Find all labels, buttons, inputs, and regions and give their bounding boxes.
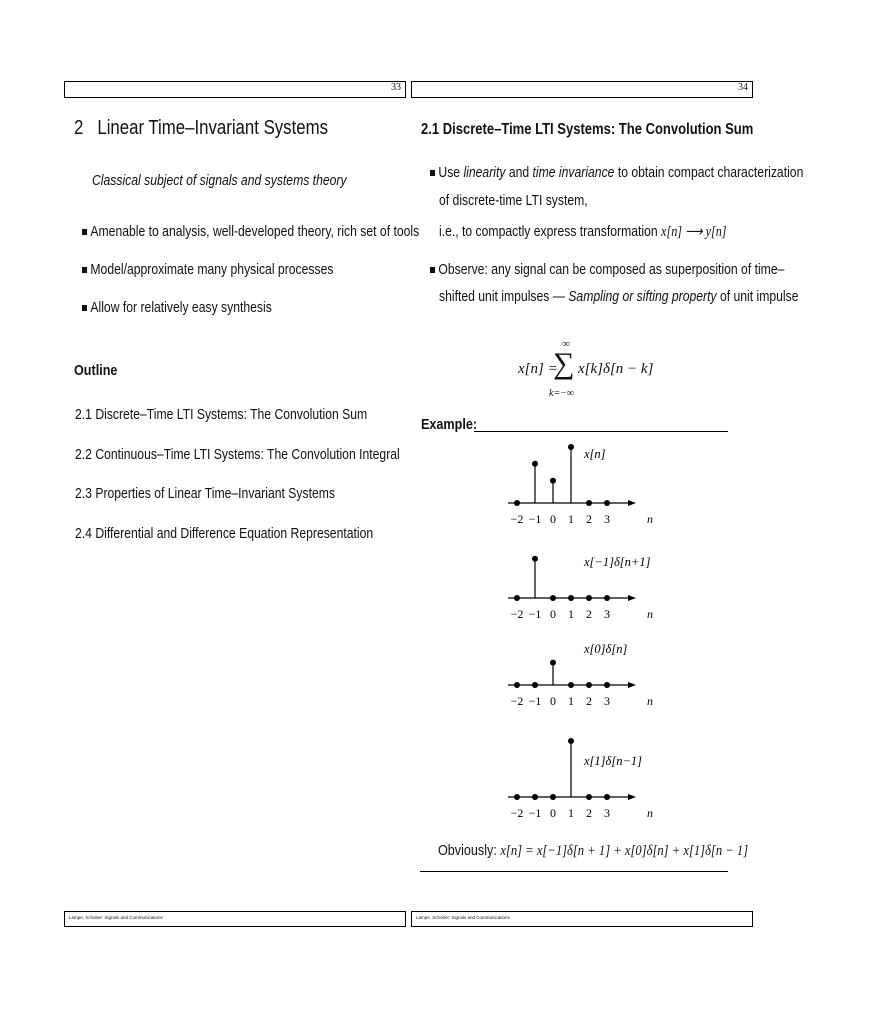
stem-point xyxy=(514,794,520,800)
stem-point xyxy=(568,738,574,744)
page-footer-left xyxy=(64,911,406,927)
equation-lhs: x[n] = xyxy=(518,361,558,377)
stem-point xyxy=(550,660,556,666)
bullet-continuation: i.e., to compactly express transformation x[n] ⟶ y[n] xyxy=(439,224,727,240)
axis-label: n xyxy=(647,694,653,708)
tick-label: 3 xyxy=(604,694,610,708)
outline-item: 2.4 Differential and Difference Equation Representation xyxy=(75,526,374,542)
stem-point xyxy=(532,461,538,467)
outline-item: 2.2 Continuous–Time LTI Systems: The Convolution Integral xyxy=(75,447,400,463)
stem-plot-title: x[n] xyxy=(584,447,606,461)
tick-label: 3 xyxy=(604,806,610,820)
obviously-line: Obviously: x[n] = x[−1]δ[n + 1] + x[0]δ[n] + x[1]δ[n − 1] xyxy=(438,842,749,859)
axis-label: n xyxy=(647,512,653,526)
axis-label: n xyxy=(647,806,653,820)
axis-arrow-icon xyxy=(628,682,636,688)
axis-label: n xyxy=(647,607,653,621)
sum-symbol: ∑ xyxy=(553,347,575,380)
tick-label: 3 xyxy=(604,512,610,526)
tick-label: 2 xyxy=(586,512,592,526)
bullet-item: Allow for relatively easy synthesis xyxy=(82,300,308,316)
stem-point xyxy=(550,595,556,601)
stem-point xyxy=(586,682,592,688)
stem-point xyxy=(586,595,592,601)
transform-math: x[n] ⟶ y[n] xyxy=(661,224,727,240)
tick-label: 1 xyxy=(568,694,574,708)
axis-arrow-icon xyxy=(628,500,636,506)
stem-point xyxy=(568,444,574,450)
sum-lower-limit: k=−∞ xyxy=(549,388,575,399)
stem-point xyxy=(514,595,520,601)
subsection-title: 2.1 Discrete–Time LTI Systems: The Convolution Sum xyxy=(421,121,754,138)
tick-label: −2 xyxy=(510,806,524,820)
tick-label: 2 xyxy=(586,806,592,820)
bullet-item: Model/approximate many physical processes xyxy=(82,262,381,278)
stem-point xyxy=(550,794,556,800)
outline-heading: Outline xyxy=(74,362,118,379)
tick-label: 0 xyxy=(550,512,556,526)
tick-label: −1 xyxy=(528,806,542,820)
bullet-item: Observe: any signal can be composed as superposition of time– xyxy=(430,262,852,278)
tick-label: 0 xyxy=(550,694,556,708)
stem-point xyxy=(532,682,538,688)
outline-item: 2.3 Properties of Linear Time–Invariant Systems xyxy=(75,486,335,502)
page-number: 33 xyxy=(391,82,401,93)
section-title-text: Linear Time–Invariant Systems xyxy=(97,117,328,139)
stem-plot-title: x[0]δ[n] xyxy=(584,642,628,656)
tick-label: −1 xyxy=(528,512,542,526)
bullet-continuation: of discrete-time LTI system, xyxy=(439,193,588,209)
tick-label: 1 xyxy=(568,512,574,526)
equation-rhs: x[k]δ[n − k] xyxy=(578,361,654,377)
tick-label: 0 xyxy=(550,806,556,820)
sum-upper-limit: ∞ xyxy=(562,338,570,350)
axis-arrow-icon xyxy=(628,794,636,800)
stem-plot-title: x[1]δ[n−1] xyxy=(584,754,643,768)
stem-point xyxy=(568,682,574,688)
footer-text: Lampe, Schober: Signals and Communications xyxy=(416,915,510,920)
bullet-item: Use linearity and time invariance to obtain compact characterization xyxy=(430,165,874,181)
axis-arrow-icon xyxy=(628,595,636,601)
page-number: 34 xyxy=(738,82,748,93)
section-number: 2 xyxy=(74,117,84,139)
footer-text: Lampe, Schober: Signals and Communications xyxy=(69,915,163,920)
stem-point xyxy=(568,595,574,601)
tick-label: −1 xyxy=(528,607,542,621)
bullet-item: Amenable to analysis, well-developed theory, rich set of tools xyxy=(82,224,483,240)
stem-point xyxy=(532,556,538,562)
outline-item: 2.1 Discrete–Time LTI Systems: The Convolution Sum xyxy=(75,407,368,423)
tick-label: −2 xyxy=(510,694,524,708)
tick-label: −1 xyxy=(528,694,542,708)
bullet-continuation: shifted unit impulses — Sampling or sifting property of unit impulse xyxy=(439,289,799,305)
tick-label: 2 xyxy=(586,607,592,621)
example-label: Example: xyxy=(421,416,478,433)
tick-label: −2 xyxy=(510,607,524,621)
bottom-rule xyxy=(420,871,728,872)
tick-label: 1 xyxy=(568,607,574,621)
stem-point xyxy=(514,682,520,688)
tick-label: −2 xyxy=(510,512,524,526)
stem-point xyxy=(550,478,556,484)
stem-plot-title: x[−1]δ[n+1] xyxy=(584,555,651,569)
stem-point xyxy=(604,794,610,800)
stem-point xyxy=(532,794,538,800)
tick-label: 1 xyxy=(568,806,574,820)
section-subtitle: Classical subject of signals and systems theory xyxy=(92,173,347,189)
tick-label: 2 xyxy=(586,694,592,708)
stem-point xyxy=(586,794,592,800)
stem-point xyxy=(586,500,592,506)
tick-label: 3 xyxy=(604,607,610,621)
stem-point xyxy=(514,500,520,506)
stem-point xyxy=(604,500,610,506)
tick-label: 0 xyxy=(550,607,556,621)
stem-point xyxy=(604,595,610,601)
page-footer-right xyxy=(411,911,753,927)
stem-point xyxy=(604,682,610,688)
